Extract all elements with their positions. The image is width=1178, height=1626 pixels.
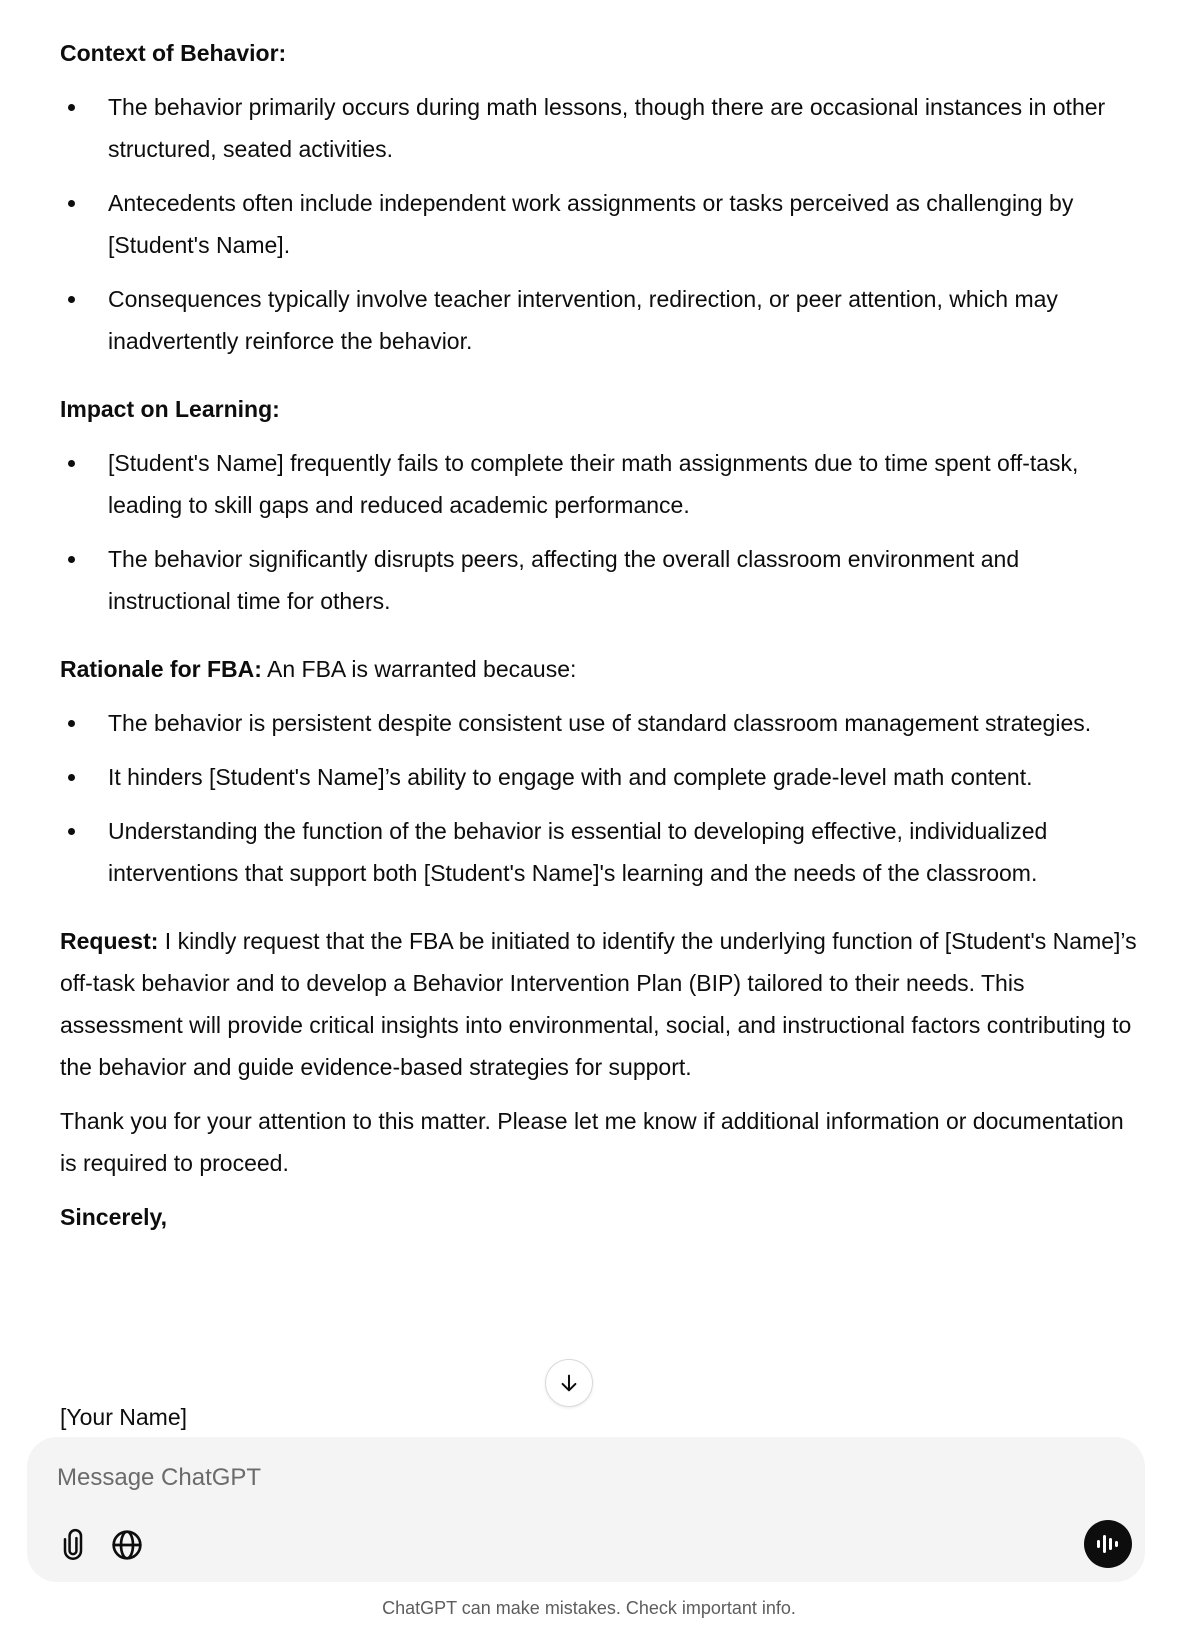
- paperclip-icon: [59, 1529, 87, 1561]
- list-item: Antecedents often include independent work assignments or tasks perceived as challenging by [Student's Name].: [60, 182, 1140, 266]
- request-label: Request:: [60, 928, 159, 954]
- context-list: [60, 86, 1140, 362]
- closing-text: Sincerely,: [60, 1204, 167, 1230]
- context-heading: Context of Behavior:: [60, 40, 287, 66]
- message-composer: [27, 1437, 1145, 1582]
- request-text: I kindly request that the FBA be initiated to identify the underlying function of [Student's Name]’s off-task behavior and to develop a Behavior Intervention Plan (BIP) tailored to their needs. This assessment will provide critical insights into environmental, social, and instructional factors contributing to the behavior and guide evidence-based strategies for support.: [60, 928, 1137, 1080]
- search-web-button[interactable]: [107, 1525, 147, 1565]
- voice-waveform-icon: [1094, 1532, 1122, 1556]
- message-input[interactable]: [55, 1457, 959, 1499]
- impact-heading: Impact on Learning:: [60, 396, 280, 422]
- arrow-down-icon: [558, 1372, 580, 1394]
- rationale-list: [60, 702, 1140, 894]
- attach-button[interactable]: [53, 1525, 93, 1565]
- scroll-to-bottom-button[interactable]: [545, 1359, 593, 1407]
- list-item: [Student's Name] frequently fails to complete their math assignments due to time spent off-task, leading to skill gaps and reduced academic performance.: [60, 442, 1140, 526]
- assistant-message: [60, 22, 1140, 1238]
- list-item: It hinders [Student's Name]’s ability to engage with and complete grade-level math content.: [60, 756, 1140, 798]
- globe-icon: [111, 1529, 143, 1561]
- rationale-label: Rationale for FBA:: [60, 656, 262, 682]
- signature-partial: [60, 1404, 187, 1437]
- signature-text: [Your Name]: [60, 1404, 187, 1430]
- list-item: Understanding the function of the behavior is essential to developing effective, individualized interventions that support both [Student's Name]'s learning and the needs of the classroom.: [60, 810, 1140, 894]
- impact-list: [60, 442, 1140, 622]
- request-paragraph: [60, 920, 1140, 1088]
- rationale-text: An FBA is warranted because:: [261, 656, 577, 682]
- list-item: The behavior significantly disrupts peers, affecting the overall classroom environment and instructional time for others.: [60, 538, 1140, 622]
- list-item: The behavior is persistent despite consistent use of standard classroom management strategies.: [60, 702, 1140, 744]
- list-item: Consequences typically involve teacher intervention, redirection, or peer attention, which may inadvertently reinforce the behavior.: [60, 278, 1140, 362]
- rationale-paragraph: [60, 648, 1140, 690]
- disclaimer-text: ChatGPT can make mistakes. Check important info.: [382, 1598, 796, 1618]
- list-item: The behavior primarily occurs during math lessons, though there are occasional instances in other structured, seated activities.: [60, 86, 1140, 170]
- voice-mode-button[interactable]: [1084, 1520, 1132, 1568]
- thanks-paragraph: Thank you for your attention to this matter. Please let me know if additional information or documentation is required to proceed.: [60, 1108, 1124, 1176]
